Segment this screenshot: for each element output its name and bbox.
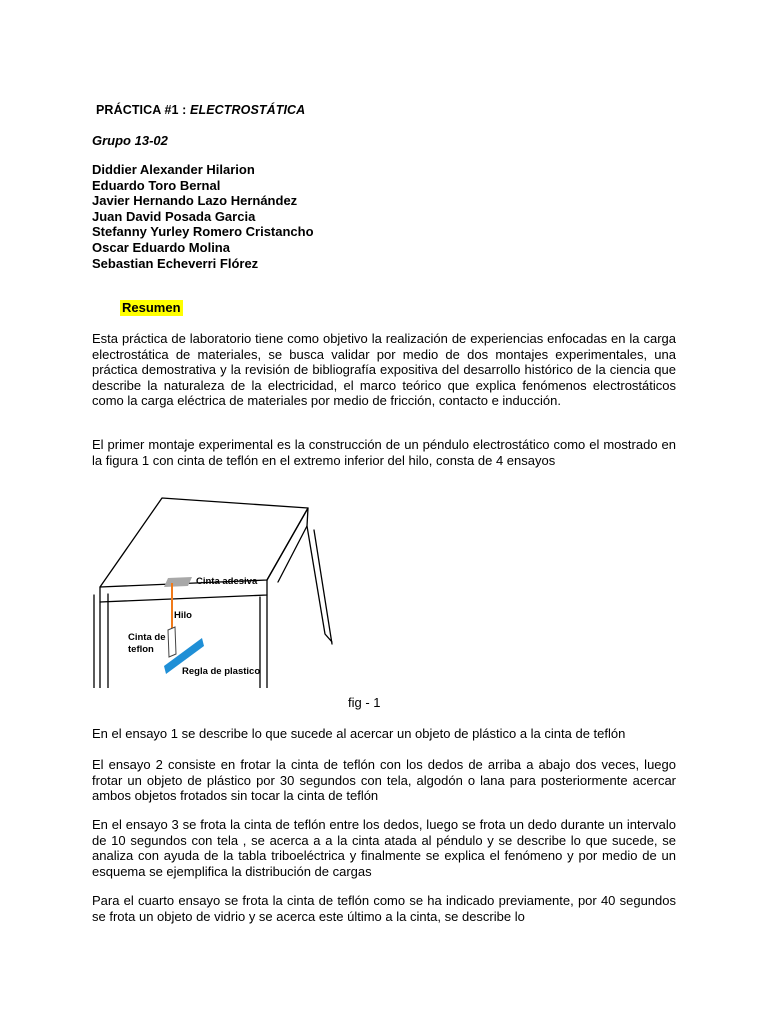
figure-pendulum bbox=[92, 494, 350, 688]
member-name: Diddier Alexander Hilarion bbox=[92, 162, 255, 177]
paragraph-montaje: El primer montaje experimental es la construcción de un péndulo electrostático como el mostrado en la figura 1 con cinta de teflón en el extremo inferior del hilo, consta de 4 ensayos bbox=[92, 437, 676, 468]
paragraph-ensayo-1: En el ensayo 1 se describe lo que sucede al acercar un objeto de plástico a la cinta de teflón bbox=[92, 726, 626, 741]
member-name: Stefanny Yurley Romero Cristancho bbox=[92, 224, 314, 240]
practice-title bbox=[96, 103, 305, 117]
paragraph-intro: Esta práctica de laboratorio tiene como objetivo la realización de experiencias enfocadas en la carga electrostática de materiales, se busca validar por medio de dos montajes experimentales, una práctica demostrativa y la revisión de bibliografía expositiva del desarrollo histórico de la ciencia que describe la naturaleza de la electricidad, el marco teórico que explica fenómenos electrostáticos como la carga eléctrica de materiales por medio de fricción, contacto e inducción. bbox=[92, 331, 676, 408]
label-ruler: Regla de plastico bbox=[182, 666, 261, 677]
member-name: Eduardo Toro Bernal bbox=[92, 177, 221, 193]
paragraph-ensayo-2: El ensayo 2 consiste en frotar la cinta de teflón con los dedos de arriba a abajo dos veces, luego frotar un objeto de plástico por 30 segundos con tela, algodón o lana para posteriormente acercar ambos objetos frotados sin tocar la cinta de teflón bbox=[92, 757, 676, 803]
tabletop bbox=[100, 498, 308, 587]
table-leg-back bbox=[307, 526, 332, 644]
title-topic: ELECTROSTÁTICA bbox=[190, 103, 306, 117]
teflon-tape-shape bbox=[168, 627, 176, 657]
paragraph-ensayo-3: En el ensayo 3 se frota la cinta de teflón entre los dedos, luego se frota un dedo durante un intervalo de 10 segundos con tela , se acerca a a la cinta atada al péndulo y se describe lo que sucede, se analiza con ayuda de la tabla triboeléctrica y finalmente se explica el fenómeno y por medio de un esquema se ejemplifica la distribución de cargas bbox=[92, 817, 676, 879]
section-heading-resumen: Resumen bbox=[122, 300, 181, 315]
tape-shape bbox=[164, 577, 192, 587]
group-label: Grupo 13-02 bbox=[92, 133, 168, 148]
member-name: Sebastian Echeverri Flórez bbox=[92, 255, 259, 271]
member-name: Oscar Eduardo Molina bbox=[92, 239, 230, 255]
label-thread: Hilo bbox=[174, 610, 192, 621]
table-leg-left bbox=[94, 594, 108, 688]
label-teflon-2: teflon bbox=[128, 644, 154, 655]
table-drawing bbox=[94, 498, 332, 688]
label-tape: Cinta adesiva bbox=[196, 576, 258, 587]
table-side bbox=[267, 508, 308, 582]
label-teflon-1: Cinta de bbox=[128, 632, 166, 643]
member-name: Javier Hernando Lazo Hernández bbox=[92, 193, 298, 209]
table-leg-right bbox=[260, 595, 267, 688]
figure-caption: fig - 1 bbox=[348, 695, 381, 710]
paragraph-ensayo-4: Para el cuarto ensayo se frota la cinta de teflón como se ha indicado previamente, por 40 segundos se frota un objeto de vidrio y se acerca este último a la cinta, se describe lo bbox=[92, 893, 676, 924]
member-name: Juan David Posada Garcia bbox=[92, 208, 256, 224]
title-prefix: PRÁCTICA #1 : bbox=[96, 103, 191, 117]
member-list bbox=[92, 162, 314, 271]
